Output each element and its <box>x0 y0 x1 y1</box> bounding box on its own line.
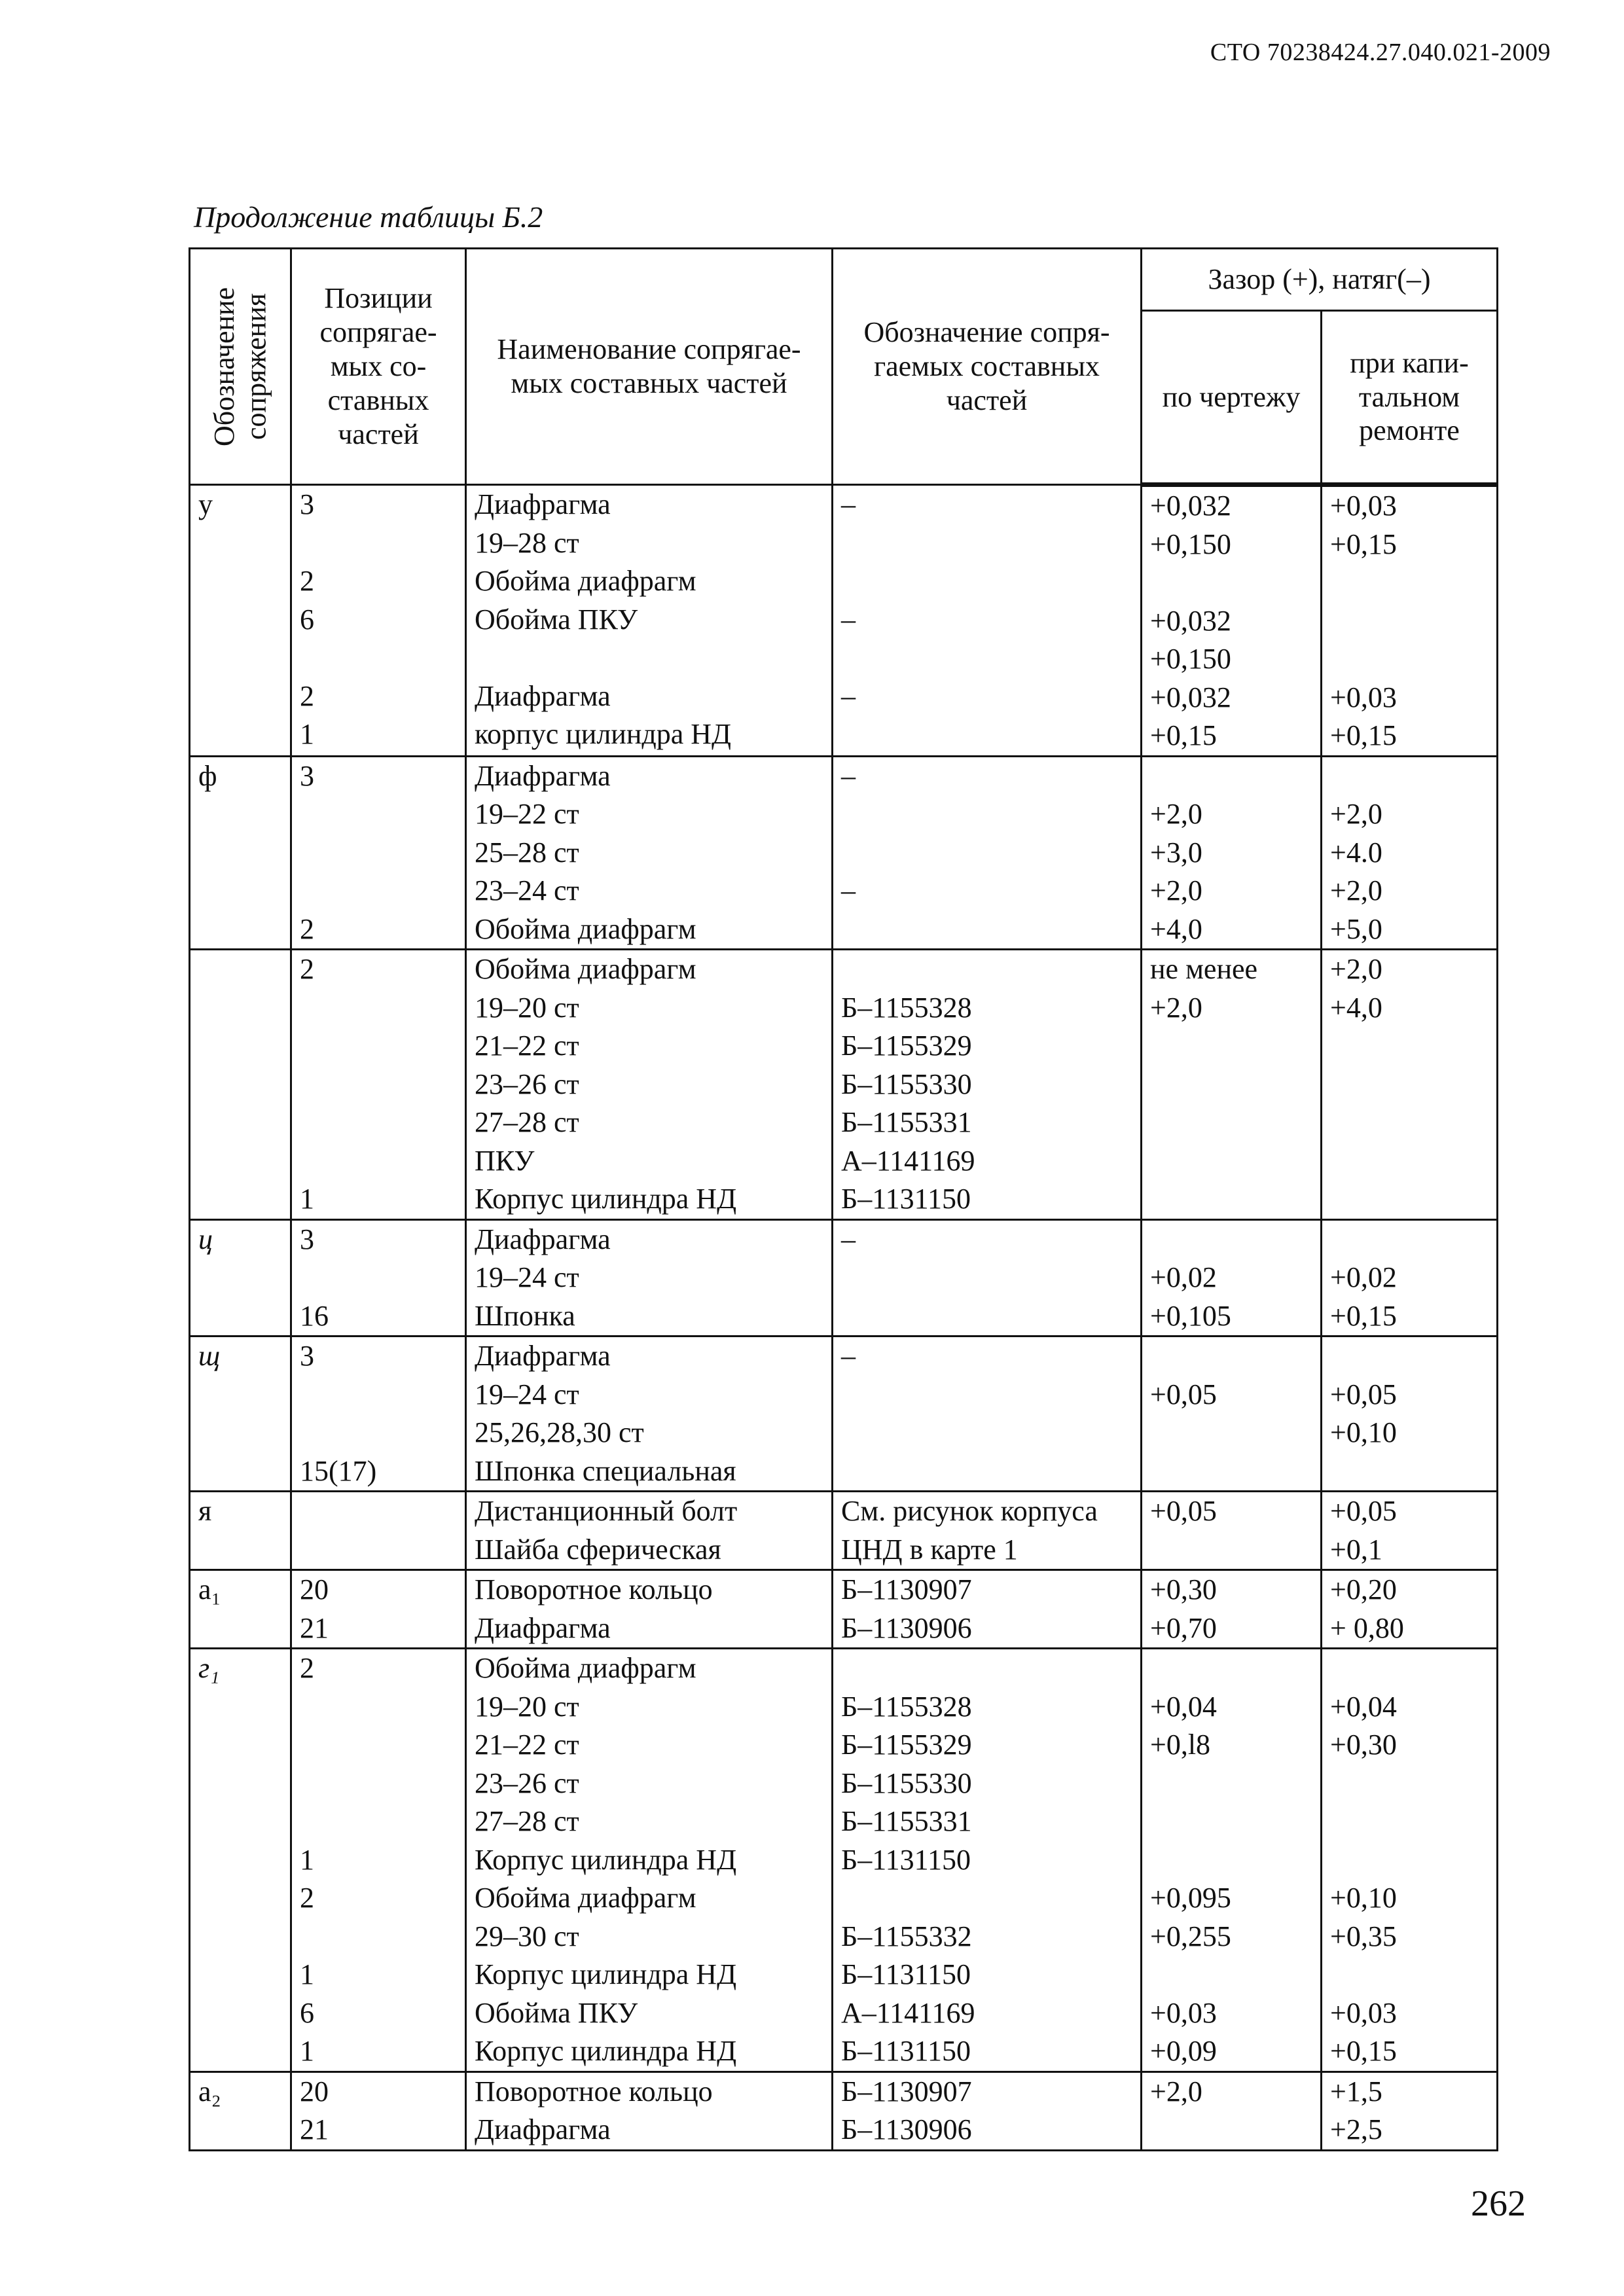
at-overhaul-cell <box>1322 485 1498 757</box>
position: 2 <box>300 679 314 712</box>
gap-at-overhaul <box>1330 1803 1496 1841</box>
gap-at-overhaul: +2,0 <box>1330 874 1382 906</box>
header-part-name: Наименование сопрягае-мых составных частей <box>466 249 833 485</box>
position <box>300 795 465 834</box>
part-designation: См. рисунок корпуса <box>841 1495 1098 1527</box>
part-designation: – <box>841 488 856 520</box>
part-designation: Б–1130907 <box>841 1573 972 1605</box>
gap-by-drawing: +0,05 <box>1150 1495 1217 1527</box>
position: 6 <box>300 1996 314 2029</box>
part-designation: – <box>841 1340 856 1372</box>
position: 1 <box>300 1958 314 1990</box>
part-designation: Б–1155330 <box>841 1767 972 1799</box>
designation-mark: а₂ <box>198 2075 221 2108</box>
at-overhaul-cell <box>1322 1336 1498 1492</box>
gap-at-overhaul: +0,05 <box>1330 1378 1397 1410</box>
part-designation: Б–1131150 <box>841 1958 971 1990</box>
header-positions: Позиции сопрягае-мых со-ставных частей <box>291 249 466 485</box>
header-designation: Обозначение сопряжения <box>190 249 291 485</box>
gap-by-drawing <box>1150 1142 1320 1181</box>
gap-at-overhaul: +2,0 <box>1330 798 1382 830</box>
position: 20 <box>300 1573 329 1605</box>
position <box>300 989 465 1028</box>
gap-by-drawing <box>1150 1649 1320 1688</box>
position: 1 <box>300 2035 314 2067</box>
gap-by-drawing: +0,09 <box>1150 2035 1217 2067</box>
gap-at-overhaul: +2,5 <box>1330 2113 1382 2145</box>
gap-by-drawing <box>1150 1180 1320 1219</box>
part-name-cell <box>466 485 833 757</box>
position <box>300 1103 465 1142</box>
part-designation: – <box>841 759 856 792</box>
at-overhaul-cell <box>1322 756 1498 950</box>
part-designation-cell <box>833 1492 1142 1570</box>
position <box>300 1726 465 1765</box>
position: 2 <box>300 912 314 945</box>
designation-cell <box>190 485 291 757</box>
gap-by-drawing <box>1150 1531 1320 1570</box>
position: 16 <box>300 1299 329 1332</box>
table-row <box>190 485 1498 757</box>
part-name-cell <box>466 1649 833 2072</box>
by-drawing-cell <box>1142 1336 1322 1492</box>
part-name: 21–22 ст <box>475 1729 579 1761</box>
part-designation <box>841 950 1140 989</box>
gap-at-overhaul: +2,0 <box>1330 953 1382 985</box>
part-designation: – <box>841 874 856 906</box>
gap-at-overhaul: +0,03 <box>1330 490 1397 522</box>
header-by-drawing: по чертежу <box>1142 311 1322 485</box>
gap-at-overhaul <box>1330 757 1496 796</box>
part-name-cell <box>466 756 833 950</box>
gap-at-overhaul <box>1330 602 1496 641</box>
part-name: Диафрагма <box>475 2113 611 2145</box>
designation-cell <box>190 2072 291 2150</box>
gap-by-drawing <box>1150 1337 1320 1376</box>
positions-cell <box>291 1649 466 2072</box>
part-name: 23–26 ст <box>475 1767 579 1799</box>
part-name <box>475 639 831 677</box>
part-name: 19–22 ст <box>475 798 579 830</box>
gap-by-drawing <box>1150 1066 1320 1104</box>
position: 2 <box>300 565 314 597</box>
gap-by-drawing: +2,0 <box>1150 2075 1202 2108</box>
part-name: Обойма ПКУ <box>475 1996 638 2029</box>
position <box>300 1492 465 1531</box>
gap-at-overhaul: +4.0 <box>1330 836 1382 869</box>
table-row <box>190 1219 1498 1336</box>
at-overhaul-cell <box>1322 950 1498 1220</box>
gap-at-overhaul <box>1330 1841 1496 1880</box>
part-name: Поворотное кольцо <box>475 2075 713 2108</box>
part-designation: Б–1155328 <box>841 1690 972 1723</box>
designation-mark: ц <box>198 1223 213 1255</box>
designation-cell <box>190 1570 291 1649</box>
position: 3 <box>300 759 314 792</box>
at-overhaul-cell <box>1322 1570 1498 1649</box>
table-body <box>190 485 1498 2151</box>
part-designation <box>841 562 1140 601</box>
by-drawing-cell <box>1142 485 1322 757</box>
gap-at-overhaul <box>1330 1027 1496 1066</box>
part-designation: Б–1155328 <box>841 991 972 1024</box>
at-overhaul-cell <box>1322 1219 1498 1336</box>
designation-mark: у <box>198 488 213 520</box>
positions-cell <box>291 2072 466 2150</box>
gap-at-overhaul <box>1330 1649 1496 1688</box>
part-name: Диафрагма <box>475 1223 611 1255</box>
part-name-cell <box>466 1219 833 1336</box>
gap-by-drawing: +2,0 <box>1150 798 1202 830</box>
part-name: 19–20 ст <box>475 1690 579 1723</box>
part-designation: Б–1131150 <box>841 1183 971 1215</box>
by-drawing-cell <box>1142 756 1322 950</box>
position: 1 <box>300 1183 314 1215</box>
at-overhaul-cell <box>1322 1492 1498 1570</box>
position: 21 <box>300 1611 329 1644</box>
gap-at-overhaul: +0,02 <box>1330 1261 1397 1293</box>
part-designation-cell <box>833 485 1142 757</box>
gap-by-drawing: +0,70 <box>1150 1611 1217 1644</box>
gap-by-drawing: +0,03 <box>1150 1996 1217 2029</box>
part-name-cell <box>466 2072 833 2150</box>
position <box>300 1765 465 1803</box>
part-designation: Б–1130907 <box>841 2075 972 2108</box>
gap-at-overhaul: +0,20 <box>1330 1573 1397 1605</box>
gap-by-drawing <box>1150 1221 1320 1259</box>
designation-mark: ф <box>198 759 217 792</box>
part-designation: Б–1130906 <box>841 2113 972 2145</box>
gap-at-overhaul: +0,05 <box>1330 1495 1397 1527</box>
part-designation: Б–1155329 <box>841 1729 972 1761</box>
part-designation-cell <box>833 1336 1142 1492</box>
part-name: 23–24 ст <box>475 874 579 906</box>
gap-at-overhaul: +0,10 <box>1330 1882 1397 1914</box>
gap-at-overhaul: +4,0 <box>1330 991 1382 1024</box>
part-designation: – <box>841 1223 856 1255</box>
gap-by-drawing: +4,0 <box>1150 912 1202 945</box>
gap-by-drawing: +0,04 <box>1150 1690 1217 1723</box>
gap-by-drawing: +0,032 <box>1150 681 1231 713</box>
part-name: 27–28 ст <box>475 1106 579 1138</box>
part-name: Шпонка <box>475 1299 575 1332</box>
table-row <box>190 1336 1498 1492</box>
gap-at-overhaul <box>1330 1337 1496 1376</box>
part-designation: Б–1131150 <box>841 1843 971 1876</box>
part-designation: Б–1155329 <box>841 1030 972 1062</box>
designation-mark: щ <box>198 1340 221 1372</box>
header-at-overhaul: при капи-тальном ремонте <box>1322 311 1498 485</box>
part-name: 27–28 ст <box>475 1805 579 1837</box>
position: 3 <box>300 1223 314 1255</box>
part-name: Диафрагма <box>475 1611 611 1644</box>
designation-mark <box>198 950 290 989</box>
part-designation <box>841 1259 1140 1297</box>
position <box>300 872 465 910</box>
part-designation: – <box>841 679 856 712</box>
designation-cell <box>190 1219 291 1336</box>
by-drawing-cell <box>1142 1570 1322 1649</box>
part-name: 19–28 ст <box>475 526 579 559</box>
part-designation <box>841 639 1140 677</box>
gap-at-overhaul: +0,15 <box>1330 1299 1397 1332</box>
gap-at-overhaul <box>1330 1103 1496 1142</box>
part-name: Обойма диафрагм <box>475 953 696 985</box>
position <box>300 1918 465 1956</box>
gap-at-overhaul: +0,1 <box>1330 1533 1382 1566</box>
positions-cell <box>291 950 466 1220</box>
gap-by-drawing: +2,0 <box>1150 991 1202 1024</box>
gap-at-overhaul <box>1330 1221 1496 1259</box>
part-designation-cell <box>833 1219 1142 1336</box>
part-name-cell <box>466 1492 833 1570</box>
part-name: Корпус цилиндра НД <box>475 2035 737 2067</box>
gap-by-drawing <box>1150 757 1320 796</box>
part-designation <box>841 1452 1140 1491</box>
table-row <box>190 1649 1498 2072</box>
part-name: Дистанционный болт <box>475 1495 738 1527</box>
designation-mark: я <box>198 1495 212 1527</box>
part-designation-cell <box>833 1649 1142 2072</box>
position: 3 <box>300 1340 314 1372</box>
gap-by-drawing <box>1150 2111 1320 2149</box>
part-designation <box>841 1376 1140 1414</box>
gap-at-overhaul: +1,5 <box>1330 2075 1382 2108</box>
part-designation <box>841 1879 1140 1918</box>
gap-by-drawing: +0,105 <box>1150 1299 1231 1332</box>
designation-cell <box>190 1492 291 1570</box>
gap-at-overhaul <box>1330 1142 1496 1181</box>
part-name: Диафрагма <box>475 759 611 792</box>
position: 2 <box>300 1882 314 1914</box>
gap-by-drawing: +3,0 <box>1150 836 1202 869</box>
mating-parts-table <box>189 247 1498 2151</box>
part-name: корпус цилиндра НД <box>475 718 732 750</box>
gap-at-overhaul: + 0,80 <box>1330 1611 1404 1644</box>
part-name: ПКУ <box>475 1144 535 1177</box>
part-name-cell <box>466 1336 833 1492</box>
gap-by-drawing <box>1150 1414 1320 1452</box>
gap-by-drawing: +0,095 <box>1150 1882 1231 1914</box>
part-name: Обойма диафрагм <box>475 912 696 945</box>
gap-by-drawing: +2,0 <box>1150 874 1202 906</box>
part-name: Обойма ПКУ <box>475 603 638 636</box>
designation-cell <box>190 1649 291 2072</box>
at-overhaul-cell <box>1322 2072 1498 2150</box>
at-overhaul-cell <box>1322 1649 1498 2072</box>
table-row <box>190 756 1498 950</box>
gap-at-overhaul: +0,15 <box>1330 719 1397 751</box>
gap-by-drawing <box>1150 1841 1320 1880</box>
gap-by-drawing: +0,150 <box>1150 528 1231 560</box>
part-designation <box>841 795 1140 834</box>
position <box>300 1803 465 1841</box>
part-designation: Б–1155330 <box>841 1067 972 1100</box>
gap-at-overhaul: +0,10 <box>1330 1416 1397 1448</box>
part-name: 29–30 ст <box>475 1920 579 1952</box>
gap-at-overhaul: +0,04 <box>1330 1690 1397 1723</box>
gap-at-overhaul: +0,03 <box>1330 1996 1397 2029</box>
part-designation-cell <box>833 756 1142 950</box>
part-designation: А–1141169 <box>841 1144 975 1177</box>
part-designation: Б–1155331 <box>841 1805 972 1837</box>
gap-by-drawing: +0,255 <box>1150 1920 1231 1952</box>
part-designation-cell <box>833 1570 1142 1649</box>
gap-by-drawing <box>1150 1027 1320 1066</box>
positions-cell <box>291 1219 466 1336</box>
gap-by-drawing: +0,032 <box>1150 490 1231 522</box>
by-drawing-cell <box>1142 1492 1322 1570</box>
position <box>300 524 465 563</box>
gap-by-drawing: +0,032 <box>1150 604 1231 637</box>
part-name: 25–28 ст <box>475 836 579 869</box>
part-name: Обойма диафрагм <box>475 1652 696 1684</box>
part-name-cell <box>466 950 833 1220</box>
part-name: 19–24 ст <box>475 1261 579 1293</box>
table-row <box>190 1492 1498 1570</box>
part-name-cell <box>466 1570 833 1649</box>
position: 2 <box>300 1652 314 1684</box>
position <box>300 639 465 677</box>
gap-by-drawing <box>1150 1956 1320 1994</box>
part-name: Диафрагма <box>475 1340 611 1372</box>
gap-by-drawing <box>1150 1452 1320 1491</box>
gap-by-drawing: +0,15 <box>1150 719 1217 751</box>
gap-by-drawing: +0,l8 <box>1150 1729 1211 1761</box>
position <box>300 1066 465 1104</box>
by-drawing-cell <box>1142 950 1322 1220</box>
gap-by-drawing <box>1150 1765 1320 1803</box>
page-number: 262 <box>1471 2183 1526 2224</box>
part-designation: Б–1131150 <box>841 2035 971 2067</box>
gap-at-overhaul: +0,03 <box>1330 681 1397 713</box>
gap-at-overhaul <box>1330 1452 1496 1491</box>
gap-at-overhaul: +0,15 <box>1330 2035 1397 2067</box>
positions-cell <box>291 485 466 757</box>
position: 3 <box>300 488 314 520</box>
gap-by-drawing: +0,05 <box>1150 1378 1217 1410</box>
position <box>300 1531 465 1570</box>
by-drawing-cell <box>1142 1219 1322 1336</box>
positions-cell <box>291 1492 466 1570</box>
gap-at-overhaul <box>1330 1765 1496 1803</box>
part-designation <box>841 1414 1140 1452</box>
header-gap-group: Зазор (+), натяг(–) <box>1142 249 1498 311</box>
position: 20 <box>300 2075 329 2108</box>
position <box>300 834 465 872</box>
part-designation <box>841 1297 1140 1336</box>
position: 1 <box>300 1843 314 1876</box>
designation-cell <box>190 1336 291 1492</box>
part-designation-cell <box>833 950 1142 1220</box>
part-name: Корпус цилиндра НД <box>475 1843 737 1876</box>
positions-cell <box>291 756 466 950</box>
part-designation: Б–1155332 <box>841 1920 972 1952</box>
positions-cell <box>291 1570 466 1649</box>
table-caption: Продолжение таблицы Б.2 <box>194 200 543 234</box>
by-drawing-cell <box>1142 2072 1322 2150</box>
part-designation <box>841 834 1140 872</box>
table-row <box>190 2072 1498 2150</box>
part-name: Поворотное кольцо <box>475 1573 713 1605</box>
part-designation: Б–1155331 <box>841 1106 972 1138</box>
gap-at-overhaul: +0,15 <box>1330 528 1397 560</box>
gap-at-overhaul <box>1330 1956 1496 1994</box>
part-designation <box>841 524 1140 563</box>
part-name: 21–22 ст <box>475 1030 579 1062</box>
part-name: 25,26,28,30 ст <box>475 1416 644 1448</box>
gap-at-overhaul <box>1330 1066 1496 1104</box>
gap-by-drawing <box>1150 1803 1320 1841</box>
gap-by-drawing <box>1150 1103 1320 1142</box>
designation-cell <box>190 756 291 950</box>
gap-by-drawing: +0,02 <box>1150 1261 1217 1293</box>
position <box>300 1376 465 1414</box>
position: 2 <box>300 953 314 985</box>
part-name: 23–26 ст <box>475 1067 579 1100</box>
part-designation: Б–1130906 <box>841 1611 972 1644</box>
part-name: 19–20 ст <box>475 991 579 1024</box>
part-designation <box>841 1649 1140 1688</box>
part-name: Диафрагма <box>475 679 611 712</box>
part-name: Диафрагма <box>475 488 611 520</box>
position <box>300 1414 465 1452</box>
designation-mark: г₁ <box>198 1652 220 1684</box>
header-part-designation: Обозначение сопря-гаемых составных частей <box>833 249 1142 485</box>
part-designation: ЦНД в карте 1 <box>841 1533 1018 1566</box>
document-code: СТО 70238424.27.040.021-2009 <box>1210 39 1551 66</box>
designation-mark: а₁ <box>198 1573 221 1605</box>
designation-cell <box>190 950 291 1220</box>
position <box>300 1142 465 1181</box>
table-row <box>190 950 1498 1220</box>
part-name: Обойма диафрагм <box>475 1882 696 1914</box>
position: 21 <box>300 2113 329 2145</box>
part-name: 19–24 ст <box>475 1378 579 1410</box>
gap-at-overhaul <box>1330 1180 1496 1219</box>
gap-at-overhaul: +0,30 <box>1330 1729 1397 1761</box>
gap-by-drawing <box>1150 564 1320 602</box>
part-designation: – <box>841 603 856 636</box>
part-name: Корпус цилиндра НД <box>475 1958 737 1990</box>
gap-by-drawing: +0,150 <box>1150 643 1231 675</box>
position <box>300 1688 465 1727</box>
position: 6 <box>300 603 314 636</box>
part-name: Обойма диафрагм <box>475 565 696 597</box>
part-designation <box>841 910 1140 949</box>
by-drawing-cell <box>1142 1649 1322 2072</box>
position <box>300 1259 465 1297</box>
position <box>300 1027 465 1066</box>
part-designation-cell <box>833 2072 1142 2150</box>
positions-cell <box>291 1336 466 1492</box>
gap-at-overhaul: +5,0 <box>1330 912 1382 945</box>
part-name: Корпус цилиндра НД <box>475 1183 737 1215</box>
gap-by-drawing: не менее <box>1150 953 1258 985</box>
gap-at-overhaul: +0,35 <box>1330 1920 1397 1952</box>
position: 15(17) <box>300 1454 377 1487</box>
gap-at-overhaul <box>1330 564 1496 602</box>
part-name: Шайба сферическая <box>475 1533 721 1566</box>
table-row <box>190 1570 1498 1649</box>
gap-at-overhaul <box>1330 640 1496 679</box>
part-name: Шпонка специальная <box>475 1454 736 1487</box>
part-designation <box>841 715 1140 754</box>
position: 1 <box>300 718 314 750</box>
gap-by-drawing: +0,30 <box>1150 1573 1217 1605</box>
part-designation: А–1141169 <box>841 1996 975 2029</box>
